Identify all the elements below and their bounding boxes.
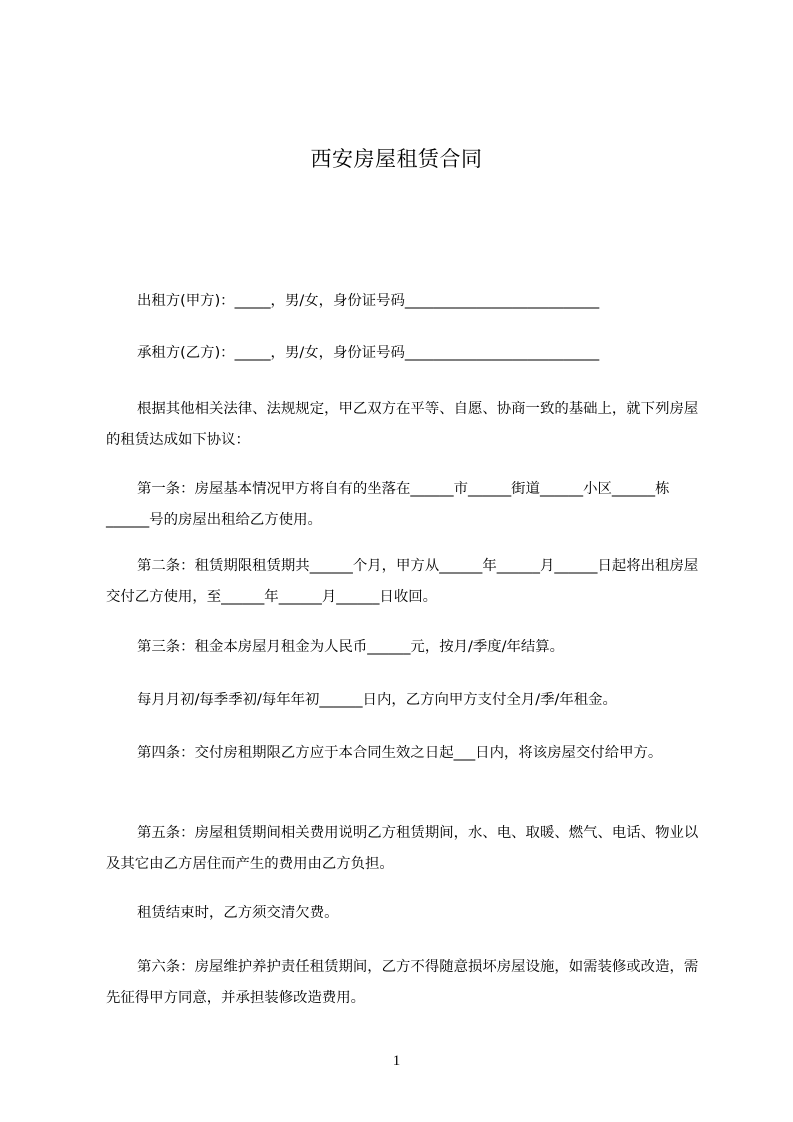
party-b-line: 承租方(乙方)：_____，男/女，身份证号码___________________________	[137, 345, 600, 361]
article-6-paragraph: 第六条：房屋维护养护责任租赁期间，乙方不得随意损坏房屋设施，如需装修或改造，需先征得甲方同意，并承担装修改造费用。	[106, 959, 699, 1006]
article-3-paragraph: 第三条：租金本房屋月租金为人民币______元，按月/季度/年结算。	[137, 639, 565, 655]
party-a-line: 出租方(甲方)：_____，男/女，身份证号码___________________________	[137, 293, 600, 309]
document-title: 西安房屋租赁合同	[310, 147, 483, 171]
article-1-paragraph: 第一条：房屋基本情况甲方将自有的坐落在______市______街道______小区______栋______号的房屋出租给乙方使用。	[106, 481, 670, 528]
rent-payment-paragraph: 每月月初/每季季初/每年年初______日内，乙方向甲方支付全月/季/年租金。	[137, 692, 617, 708]
page-number: 1	[392, 1053, 401, 1069]
article-4-paragraph: 第四条：交付房租期限乙方应于本合同生效之日起___日内，将该房屋交付给甲方。	[137, 745, 663, 761]
preamble-paragraph: 根据其他相关法律、法规规定，甲乙双方在平等、自愿、协商一致的基础上，就下列房屋的租赁达成如下协议：	[106, 401, 699, 448]
article-5-paragraph: 第五条：房屋租赁期间相关费用说明乙方租赁期间，水、电、取暖、燃气、电话、物业以及其它由乙方居住而产生的费用由乙方负担。	[106, 825, 699, 872]
lease-end-paragraph: 租赁结束时，乙方须交清欠费。	[137, 905, 339, 921]
article-2-paragraph: 第二条：租赁期限租赁期共______个月，甲方从______年______月______日起将出租房屋交付乙方使用，至______年______月______日收回。	[106, 558, 699, 605]
